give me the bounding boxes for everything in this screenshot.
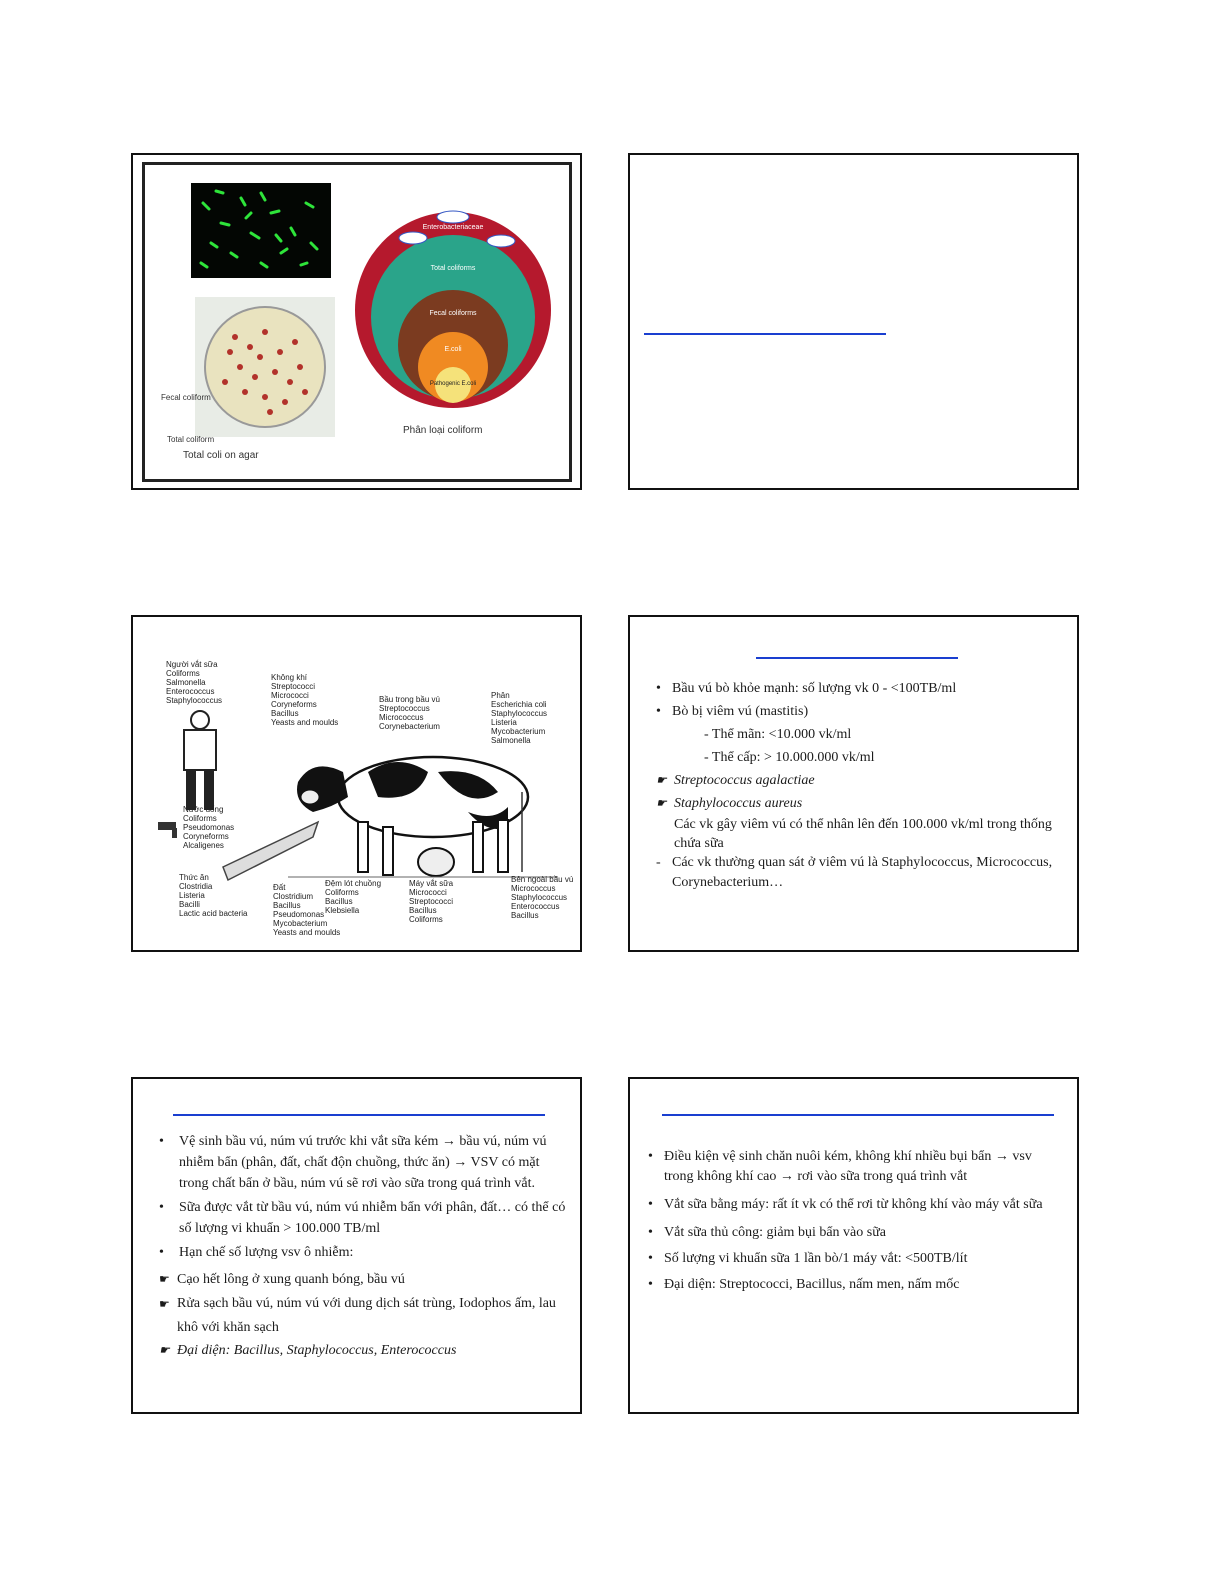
petri-dish-image: [195, 297, 335, 437]
sub-item: - Thể mãn: <10.000 vk/ml: [704, 727, 852, 742]
slide-body: [159, 1131, 569, 1361]
circle-label-enterobacteriaceae: Enterobacteriaceae: [422, 224, 484, 231]
sub-item: - Thể cấp: > 10.000.000 vk/ml: [704, 750, 875, 765]
label-feed: Thức ăn Clostridia Listeria Bacilli Lactic acid bacteria: [179, 873, 248, 918]
label-bedding: Đệm lót chuồng Coliforms Bacillus Klebsiella: [325, 879, 382, 915]
slide-milking-environment: [628, 1077, 1079, 1414]
slide-udder-hygiene: [131, 1077, 582, 1414]
dash-item: - Các vk thường quan sát ở viêm vú là Staphylococcus, Micrococcus, Corynebacterium…: [656, 853, 1066, 893]
bullet-item: • Vắt sữa bằng máy: rất ít vk có thể rơi từ không khí vào máy vắt sữa: [648, 1195, 1063, 1215]
fecal-coliform-label: Fecal coliform: [161, 393, 211, 402]
title-underline: [173, 1114, 545, 1116]
label-water: Nước uống Coliforms Pseudomonas Coryneforms Alcaligenes: [183, 805, 235, 850]
title-underline: [644, 333, 886, 335]
bullet-item: • Điều kiện vệ sinh chăn nuôi kém, không khí nhiều bụi bẩn → vsv trong không khí cao → rơi vào sữa trong quá trình vắt: [648, 1147, 1063, 1187]
arrow-item: ☛ Staphylococcus aureus: [656, 792, 1066, 815]
microscope-bacteria-image: [191, 183, 331, 278]
slide-coliform: [131, 153, 582, 490]
title-underline: [662, 1114, 1054, 1116]
title-underline: [756, 657, 958, 659]
slide-body: [648, 1147, 1063, 1295]
bullet-item: • Vắt sữa thủ công: giảm bụi bẩn vào sữa: [648, 1223, 1063, 1243]
label-udder-outside: Bên ngoài bầu vú Micrococcus Staphylococcus Enterococcus Bacillus: [511, 875, 574, 920]
label-air: Không khí Streptococci Micrococci Coryneforms Bacillus Yeasts and moulds: [271, 673, 339, 727]
bullet-item: • Sữa được vắt từ bầu vú, núm vú nhiễm bẩn với phân, đất… có thể có số lượng vi khuẩn > 100.000 TB/ml: [159, 1197, 569, 1239]
slide-contamination-sources: [131, 615, 582, 952]
caption-left: Total coli on agar: [183, 450, 259, 461]
arrow-item: ☛ Cạo hết lông ở xung quanh bóng, bầu vú: [159, 1269, 569, 1290]
total-coliform-label: Total coliform: [167, 435, 215, 444]
label-feces: Phân Escherichia coli Staphylococcus Listeria Mycobacterium Salmonella: [491, 691, 548, 745]
circle-label-ecoli: E.coli: [444, 346, 462, 353]
bullet-item: • Bầu vú bò khỏe mạnh: số lượng vk 0 - <100TB/ml: [656, 677, 1066, 700]
bullet-item: • Số lượng vi khuẩn sữa 1 lần bò/1 máy vắt: <500TB/lít: [648, 1249, 1063, 1269]
label-udder-inside: Bầu trong bầu vú Streptococcus Micrococcus Corynebacterium: [379, 695, 440, 731]
bullet-item: • Vệ sinh bầu vú, núm vú trước khi vắt sữa kém → bầu vú, núm vú nhiễm bẩn (phân, đất, chất độn chuồng, thức ăn) → VSV có mặt trong chất bẩn ở bầu, núm vú sẽ rơi vào sữa trong quá trình vắt.: [159, 1131, 569, 1194]
bullet-item: • Bò bị viêm vú (mastitis): [656, 700, 1066, 723]
paragraph: Các vk gây viêm vú có thể nhân lên đến 100.000 vk/ml trong thống chứa sữa: [674, 817, 1052, 851]
arrow-item: ☛ Streptococcus agalactiae: [656, 769, 1066, 792]
bullet-item: • Đại diện: Streptococci, Bacillus, nấm men, nấm mốc: [648, 1275, 1063, 1295]
slide-body: [656, 677, 1066, 893]
circle-label-pathogenic: Pathogenic E.coli: [429, 381, 477, 387]
bullet-item: • Hạn chế số lượng vsv ô nhiễm:: [159, 1242, 569, 1263]
slide-mastitis: [628, 615, 1079, 952]
circle-label-fecal: Fecal coliforms: [429, 310, 477, 317]
arrow-item: ☛ Rửa sạch bầu vú, núm vú với dung dịch sát trùng, Iodophos ấm, lau khô với khăn sạch: [159, 1292, 569, 1340]
arrow-item: ☛ Đại diện: Bacillus, Staphylococcus, Enterococcus: [159, 1340, 569, 1361]
coliform-classification-diagram: [353, 195, 553, 415]
caption-right: Phân loại coliform: [403, 425, 483, 436]
circle-label-total: Total coliforms: [430, 265, 476, 272]
label-worker: Người vắt sữa Coliforms Salmonella Enterococcus Staphylococcus: [166, 660, 223, 705]
label-soil: Đất Clostridium Bacillus Pseudomonas Mycobacterium Yeasts and moulds: [273, 883, 341, 937]
label-milker: Máy vắt sữa Micrococci Streptococci Bacillus Coliforms: [409, 879, 454, 924]
slide-blank-title: [628, 153, 1079, 490]
